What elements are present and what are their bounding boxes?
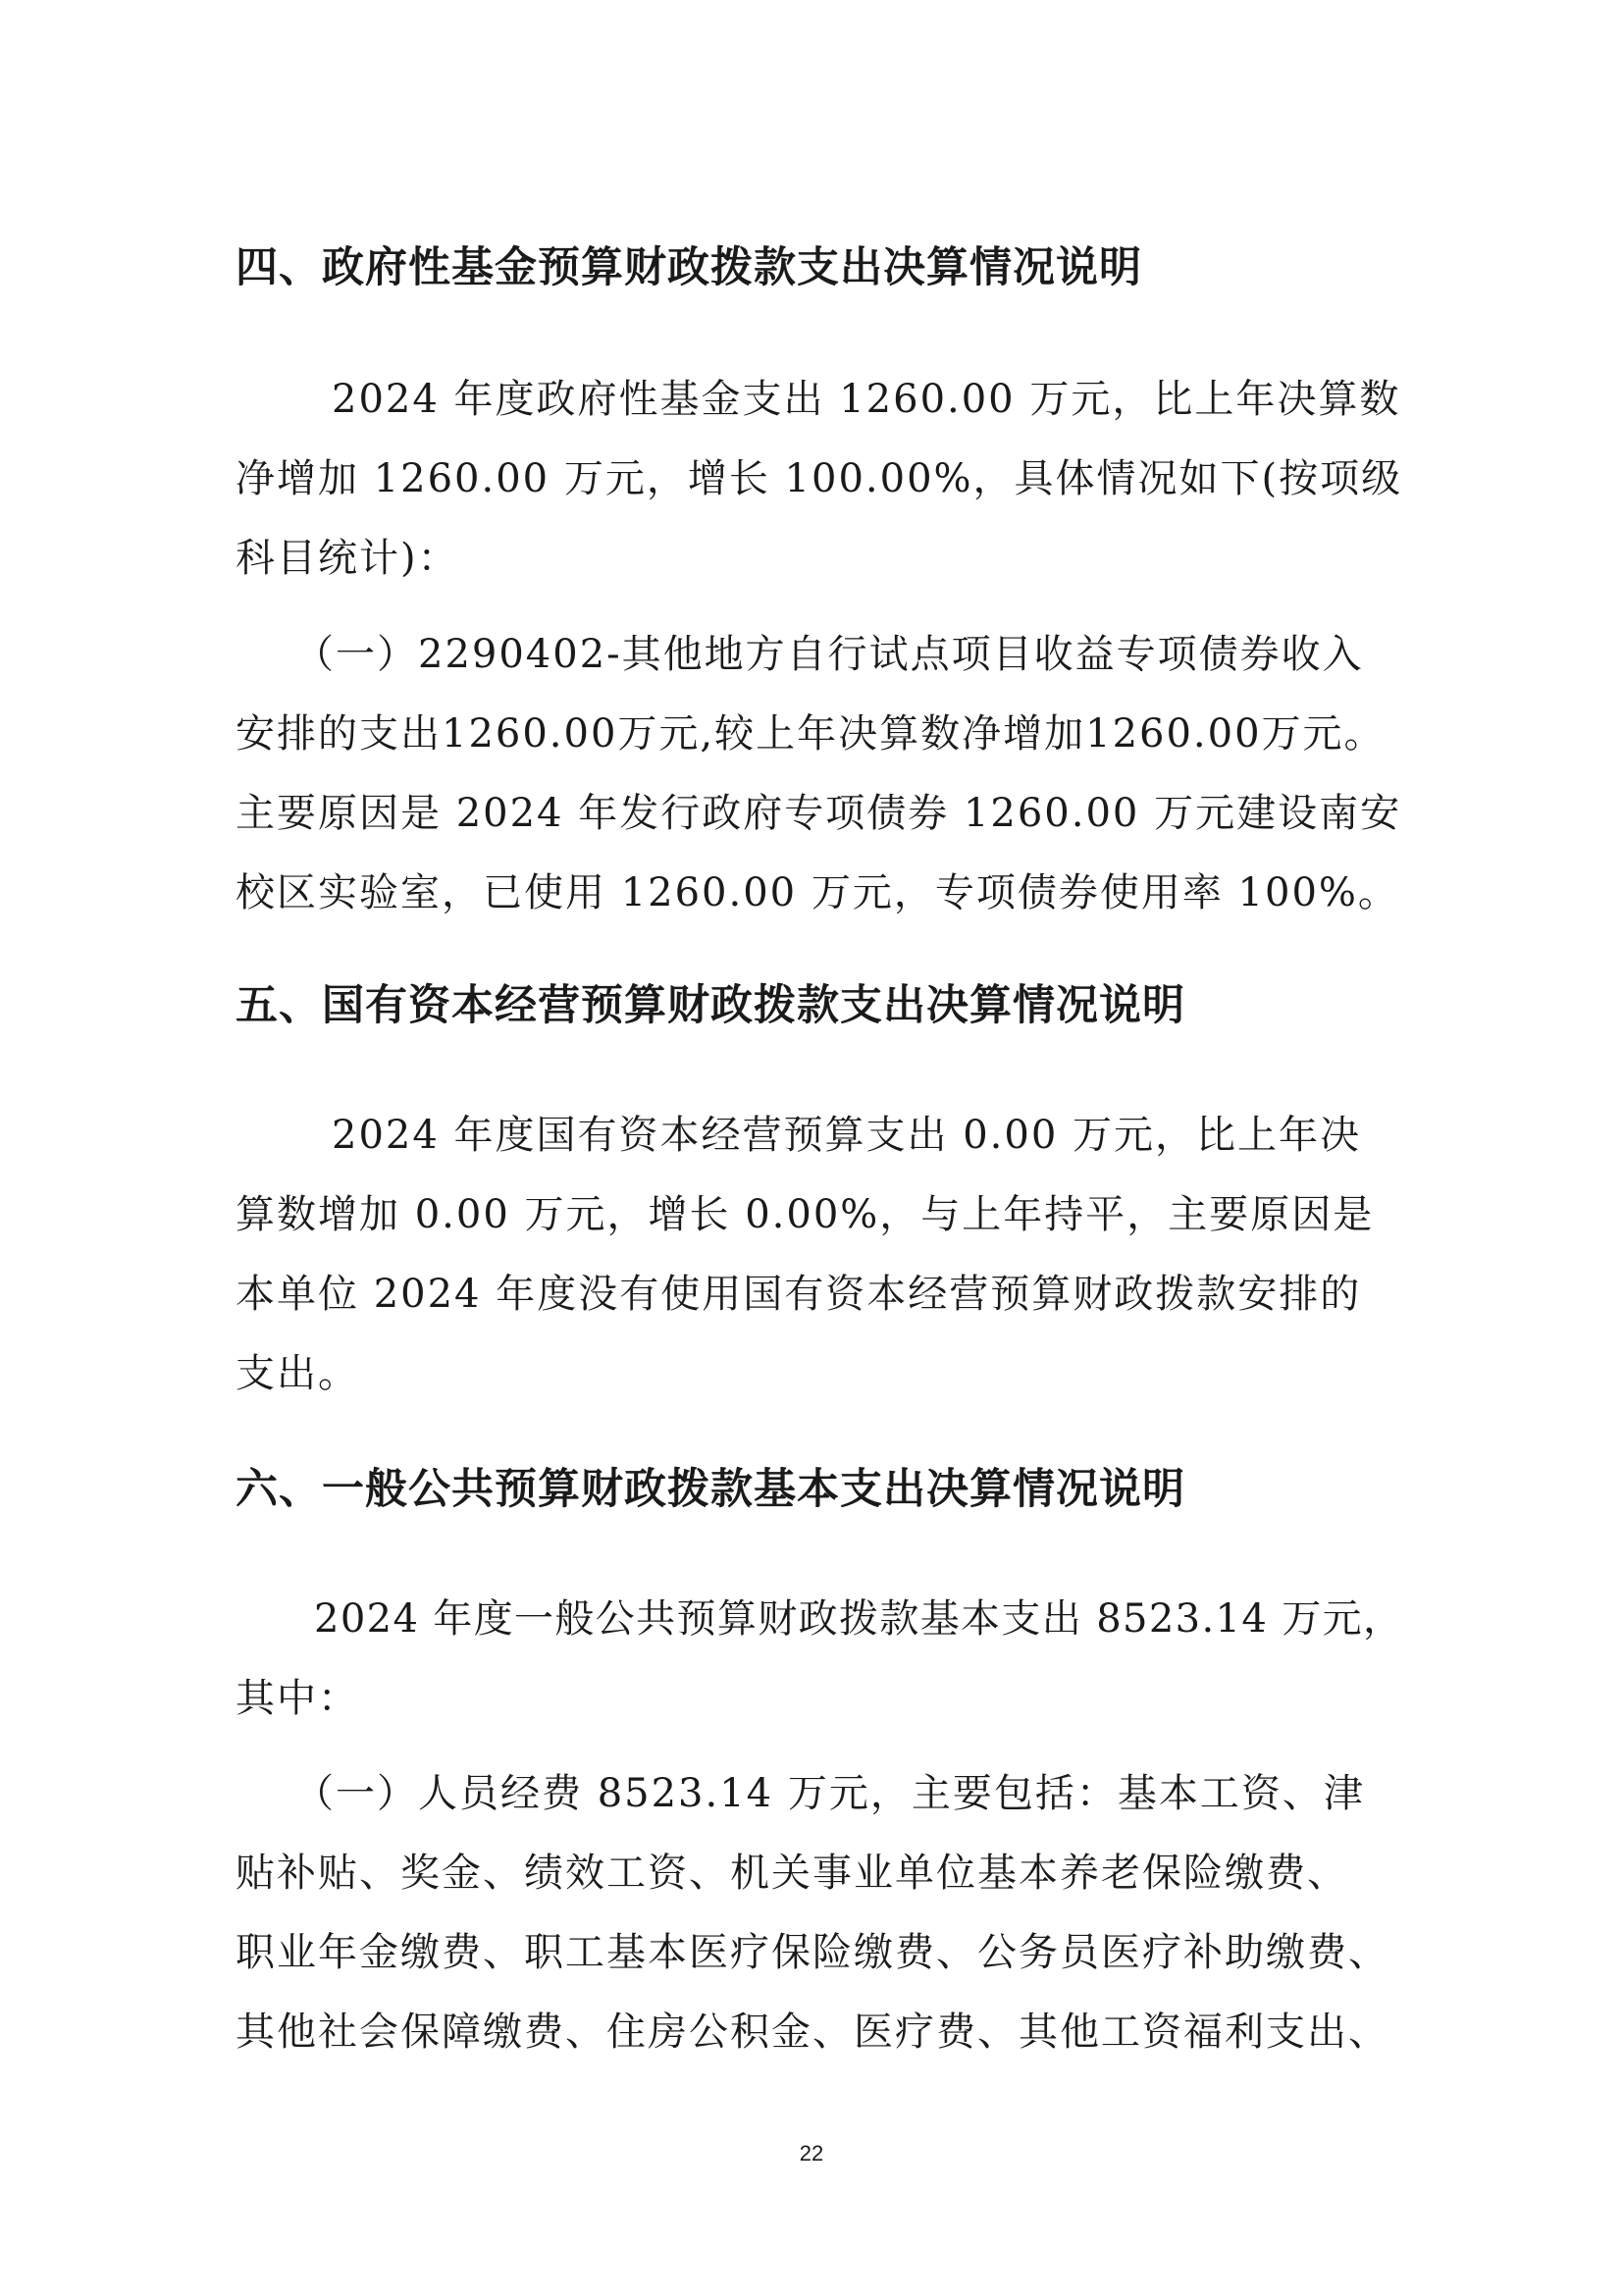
paragraph-line: 贴补贴、奖金、绩效工资、机关事业单位基本养老保险缴费、	[236, 1851, 1348, 1896]
paragraph-line: 科目统计)：	[236, 536, 459, 581]
paragraph-line: 净增加 1260.00 万元，增长 100.00%，具体情况如下(按项级	[236, 456, 1403, 501]
section-4-paragraph-2	[236, 615, 1403, 933]
section-heading-5: 五、国有资本经营预算财政拨款支出决算情况说明	[236, 981, 1185, 1030]
paragraph-line: 本单位 2024 年度没有使用国有资本经营预算财政拨款安排的	[236, 1272, 1362, 1317]
section-heading-4: 四、政府性基金预算财政拨款支出决算情况说明	[236, 243, 1142, 292]
section-6-paragraph-1	[236, 1580, 1403, 1739]
paragraph-line: 支出。	[236, 1351, 359, 1396]
paragraph-line: （一）2290402-其他地方自行试点项目收益专项债券收入	[294, 632, 1364, 677]
page-number: 22	[799, 2141, 824, 2166]
section-4-paragraph-1	[236, 360, 1403, 599]
paragraph-line: 算数增加 0.00 万元，增长 0.00%，与上年持平，主要原因是	[236, 1192, 1375, 1237]
paragraph-line: 安排的支出1260.00万元,较上年决算数净增加1260.00万元。	[236, 711, 1386, 757]
paragraph-line: 2024 年度国有资本经营预算支出 0.00 万元，比上年决	[332, 1113, 1362, 1158]
paragraph-line: 其中：	[236, 1676, 359, 1721]
paragraph-line: 主要原因是 2024 年发行政府专项债券 1260.00 万元建设南安	[236, 791, 1402, 836]
paragraph-line: 职业年金缴费、职工基本医疗保险缴费、公务员医疗补助缴费、	[236, 1930, 1389, 1975]
section-5-paragraph-1	[236, 1096, 1403, 1414]
section-heading-6: 六、一般公共预算财政拨款基本支出决算情况说明	[236, 1465, 1185, 1514]
paragraph-line: 校区实验室，已使用 1260.00 万元，专项债券使用率 100%。	[236, 870, 1399, 915]
paragraph-line: （一）人员经费 8523.14 万元，主要包括：基本工资、津	[294, 1771, 1365, 1816]
paragraph-line: 其他社会保障缴费、住房公积金、医疗费、其他工资福利支出、	[236, 2009, 1389, 2055]
paragraph-line: 2024 年度一般公共预算财政拨款基本支出 8523.14 万元，	[314, 1596, 1404, 1642]
paragraph-line: 2024 年度政府性基金支出 1260.00 万元，比上年决算数	[332, 377, 1401, 422]
section-6-paragraph-2	[236, 1754, 1403, 2072]
